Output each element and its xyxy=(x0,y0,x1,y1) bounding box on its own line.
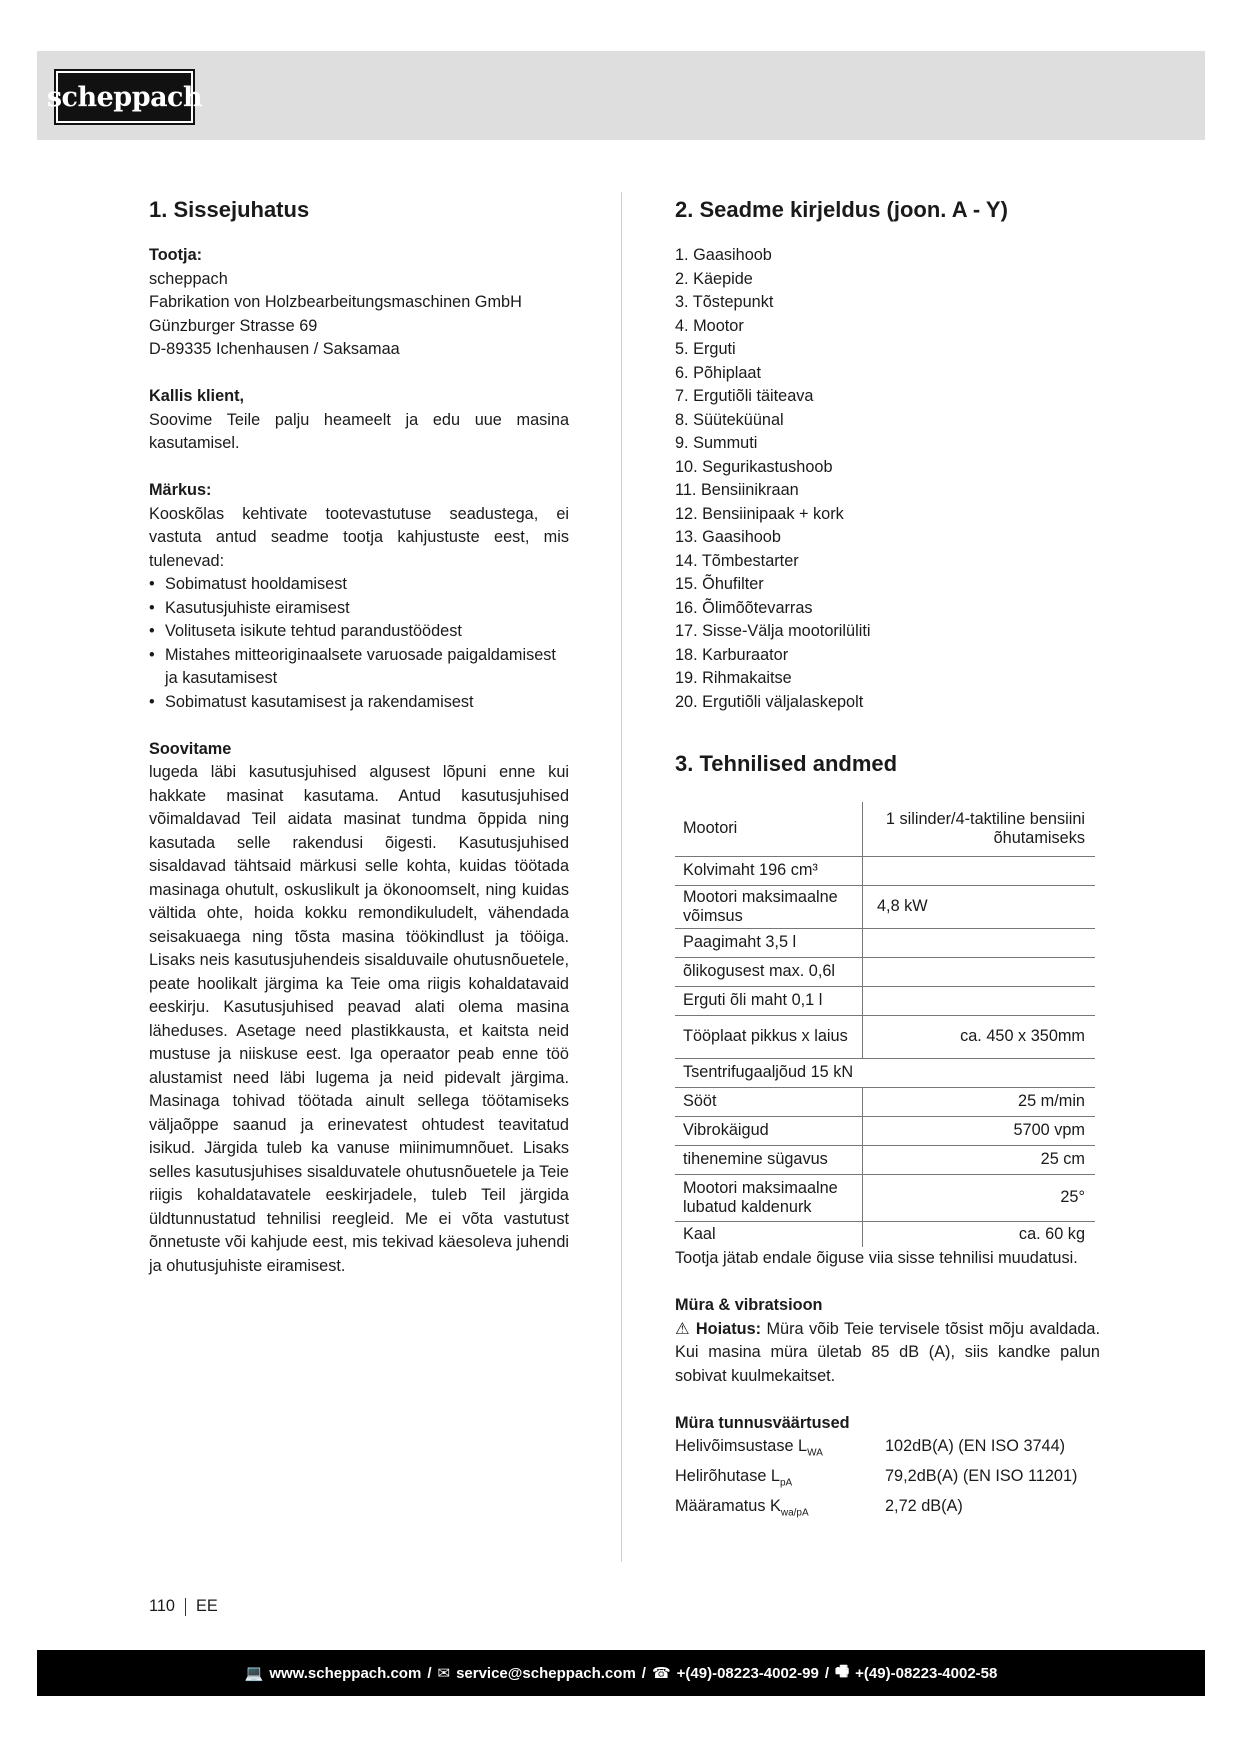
list-item: 12. Bensiinipaak + kork xyxy=(675,504,844,523)
list-item: 6. Põhiplaat xyxy=(675,363,761,382)
manufacturer-line: scheppach xyxy=(149,269,228,288)
fax-icon: 🖷 xyxy=(835,1662,850,1680)
technical-data-table xyxy=(675,802,1095,1247)
dear-customer-text: Soovime Teile palju heameelt ja edu uue masina kasutamisel. xyxy=(149,410,569,452)
noise-row-k: Määramatus $K_{wa/pA}$ 2,72 dB(A) xyxy=(675,1495,1100,1525)
table-row xyxy=(675,1058,1095,1087)
list-item: 5. Erguti xyxy=(675,340,736,358)
noise-section-title: Müra & vibratsioon xyxy=(675,1296,823,1314)
noise-value: 79,2dB(A) (EN ISO 11201) xyxy=(885,1466,1078,1485)
spec-key: Mootori maksimaalne lubatud kaldenurk xyxy=(675,1174,863,1221)
page-footer: 💻 www.scheppach.com / ✉ service@scheppach.com / ☎ +(49)-08223-4002-99 / 🖷 +(49)-08223-4002-58 xyxy=(37,1650,1205,1696)
table-row xyxy=(675,1015,1095,1058)
spec-key: Vibrokäigud xyxy=(675,1116,863,1145)
list-item: 19. Rihmakaitse xyxy=(675,669,792,687)
section-title-technical-data: 3. Tehnilised andmed xyxy=(675,751,898,776)
list-item: 7. Ergutiõli täiteava xyxy=(675,387,814,405)
manufacturer-line: D-89335 Ichenhausen / Saksamaa xyxy=(149,340,400,358)
right-column xyxy=(675,190,1100,1524)
spec-value: 4,8 kW xyxy=(863,885,1096,928)
note-text: Kooskõlas kehtivate tootevastutuse seadustega, ei vastuta antud seadme tootja kahjustuste eest, mis tulenevad: xyxy=(149,504,569,570)
note-label: Märkus: xyxy=(149,481,212,499)
language-code: EE xyxy=(195,1597,218,1615)
page-number: 110 EE xyxy=(149,1597,218,1615)
list-item: • Sobimatust hooldamisest xyxy=(149,573,569,597)
email-link[interactable]: service@scheppach.com xyxy=(456,1664,636,1682)
spec-key: Kaal xyxy=(675,1221,863,1247)
list-item: 14. Tõmbestarter xyxy=(675,551,799,570)
manufacturer-line: Fabrikation von Holzbearbeitungsmaschinen GmbH xyxy=(149,293,522,311)
table-row xyxy=(675,1221,1095,1247)
list-item: 4. Mootor xyxy=(675,316,744,335)
spec-value: 25 m/min xyxy=(863,1087,1096,1116)
warning-text: Müra võib Teie tervisele tõsist mõju avaldada. Kui masina müra ületab 85 dB (A), siis kandke palun sobivat kuulmekaitset. xyxy=(675,1319,1101,1385)
list-item: 2. Käepide xyxy=(675,269,753,288)
table-row xyxy=(675,957,1095,986)
spec-key: tihenemine sügavus xyxy=(675,1145,863,1174)
list-item: 20. Ergutiõli väljalaskepolt xyxy=(675,692,864,711)
list-item: 17. Sisse-Välja mootorilüliti xyxy=(675,622,871,640)
noise-value: 102dB(A) (EN ISO 3744) xyxy=(885,1437,1066,1455)
list-item: • Kasutusjuhiste eiramisest xyxy=(149,597,569,621)
warning-icon: ⚠ xyxy=(675,1319,691,1338)
recommend-label: Soovitame xyxy=(149,739,232,758)
spec-key: Paagimaht 3,5 l xyxy=(675,928,863,957)
noise-value: 2,72 dB(A) xyxy=(885,1496,963,1515)
warning-label: Hoiatus: xyxy=(695,1319,762,1338)
section-title-device-description: 2. Seadme kirjeldus (joon. A - Y) xyxy=(675,197,1008,222)
list-item: 8. Süüteküünal xyxy=(675,410,784,429)
list-item: • Mistahes mitteoriginaalsete varuosade paigaldamisest ja kasutamisest xyxy=(149,644,569,691)
table-row xyxy=(675,885,1095,928)
dear-customer-label: Kallis klient, xyxy=(149,387,245,405)
table-row xyxy=(675,856,1095,885)
scheppach-logo xyxy=(46,69,203,125)
computer-icon: 💻 xyxy=(244,1665,264,1682)
phone-number: +(49)-08223-4002-99 xyxy=(676,1664,819,1682)
spec-key: Erguti õli maht 0,1 l xyxy=(675,986,863,1015)
spec-key: Tööplaat pikkus x laius xyxy=(675,1015,863,1058)
list-item: 16. Õlimõõtevarras xyxy=(675,598,813,617)
spec-key: Tsentrifugaaljõud 15 kN xyxy=(675,1058,1095,1087)
table-row xyxy=(675,986,1095,1015)
table-row xyxy=(675,928,1095,957)
device-parts-list xyxy=(675,244,1100,714)
manufacturer-block xyxy=(149,244,569,1278)
spec-value: ca. 450 x 350mm xyxy=(863,1015,1096,1058)
column-divider xyxy=(621,192,622,1562)
spec-value: 25° xyxy=(863,1174,1096,1221)
list-item: 18. Karburaator xyxy=(675,645,789,664)
manufacturer-label: Tootja: xyxy=(149,246,203,264)
spec-key: Sööt xyxy=(675,1087,863,1116)
website-link[interactable]: www.scheppach.com xyxy=(269,1664,422,1682)
table-row xyxy=(675,1087,1095,1116)
list-item: 3. Tõstepunkt xyxy=(675,293,774,311)
table-row xyxy=(675,1116,1095,1145)
list-item: 10. Segurikastushoob xyxy=(675,457,833,476)
list-item: 15. Õhufilter xyxy=(675,575,764,593)
list-item: 9. Summuti xyxy=(675,434,758,452)
section-title-introduction: 1. Sissejuhatus xyxy=(149,197,310,222)
spec-value: 25 cm xyxy=(863,1145,1096,1174)
list-item: • Volituseta isikute tehtud parandustöödest xyxy=(149,620,569,644)
spec-value: ca. 60 kg xyxy=(1018,1224,1085,1243)
spec-key: Mootori maksimaalne võimsus xyxy=(675,885,863,928)
table-row xyxy=(675,802,1095,856)
spec-value: 1 silinder/4-taktiline bensiini õhutamiseks xyxy=(863,802,1096,856)
noise-row-lwa: Helivõimsustase $L_{WA}$ 102dB(A) (EN ISO 3744) xyxy=(675,1435,1100,1465)
spec-value: 5700 vpm xyxy=(863,1116,1096,1145)
noise-row-lpa: Helirõhutase $L_{pA}$ 79,2dB(A) (EN ISO 11201) xyxy=(675,1465,1100,1495)
noise-values-title: Müra tunnusväärtused xyxy=(675,1413,850,1432)
table-row xyxy=(675,1145,1095,1174)
list-item: 11. Bensiinikraan xyxy=(675,481,799,499)
liability-list xyxy=(149,573,569,714)
page-header xyxy=(37,51,1205,140)
table-row xyxy=(675,1174,1095,1221)
left-column xyxy=(149,190,569,1278)
list-item: 1. Gaasihoob xyxy=(675,246,772,264)
spec-key: õlikogusest max. 0,6l xyxy=(675,957,863,986)
technical-changes-note: Tootja jätab endale õiguse viia sisse tehnilisi muudatusi. xyxy=(675,1249,1078,1267)
phone-icon: ☎ xyxy=(651,1665,671,1682)
spec-key: Kolvimaht 196 cm³ xyxy=(675,856,863,885)
email-icon: ✉ xyxy=(437,1665,451,1682)
manufacturer-line: Günzburger Strasse 69 xyxy=(149,316,318,335)
logo-text: scheppach xyxy=(46,81,203,113)
spec-key: Mootori xyxy=(675,802,863,856)
recommend-text: lugeda läbi kasutusjuhised algusest lõpuni enne kui hakkate masinat kasutama. Antud kasutusjuhised võimaldavad Teil aidata masinat tundma õppida ning kasutada selle rakendusi õigesti. Kasutusjuhised sisaldavad tähtsaid märkusi selle kohta, kuidas töötada masinaga ohutult, oskuslikult ja ökonoomselt, ning kuidas vältida ohte, hoida kokku remondikuludelt, vähendada seisakuaega ning tõsta masina töökindlust ja tööiga. Lisaks neis kasutusjuhendeis sisalduvaile ohutusnõuetele, peate hoolikalt järgima ka Teie oma riigis kohaldatavaid eeskirju. Kasutusjuhised peavad alati olema masina läheduses. Asetage need plastikkausta, et kaitsta neid mustuse ja niiskuse eest. Iga operaator peab enne töö alustamist need läbi lugema ja neid pidevalt järgima. Masinaga tohivad töötada ainult sellega töötamiseks väljaõppe saanud ja erinevatest ohtudest teavitatud isikud. Järgida tuleb ka vanuse miinimumnõuet. Lisaks selles kasutusjuhises sisalduvatele ohutusnõuetele ja Teie riigis kohaldatavatele eeskirjadele, tuleb Teil järgida üldtunnustatud tehnilisi reegleid. Me ei võta vastutust õnnetuste või kahjude eest, mis tekivad käesoleva juhendi ja ohutusjuhiste eiramisest. xyxy=(149,763,569,1275)
list-item: 13. Gaasihoob xyxy=(675,528,781,546)
fax-number: +(49)-08223-4002-58 xyxy=(855,1664,998,1682)
list-item: • Sobimatust kasutamisest ja rakendamisest xyxy=(149,691,569,715)
noise-warning xyxy=(675,1318,1100,1389)
